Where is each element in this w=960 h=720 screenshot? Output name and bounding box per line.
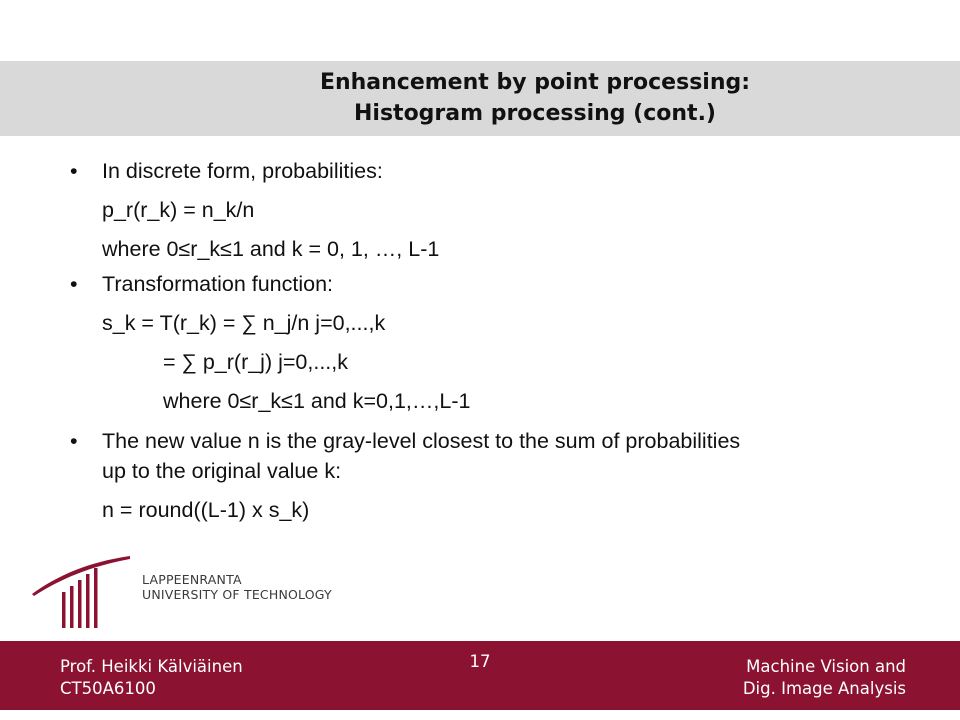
formula-transform: s_k = T(r_k) = ∑ n_j/n j=0,...,k: [102, 311, 386, 335]
formula-condition: where 0≤r_k≤1 and k = 0, 1, …, L-1: [102, 237, 440, 261]
logo-text-line-2: UNIVERSITY OF TECHNOLOGY: [142, 587, 332, 602]
formula-probability: p_r(r_k) = n_k/n: [102, 198, 255, 222]
footer-right: [743, 656, 906, 700]
logo-text-line-1: LAPPEENRANTA: [142, 572, 242, 587]
bullet-discrete-form: In discrete form, probabilities:: [102, 159, 383, 183]
slide-title: [180, 67, 890, 129]
university-emblem-icon: [30, 552, 140, 632]
title-line-1: Enhancement by point processing:: [319, 70, 751, 95]
title-line-2: Histogram processing (cont.): [354, 101, 716, 126]
page-number: 17: [469, 652, 491, 671]
university-logo: [30, 552, 332, 632]
bullet-marker: •: [70, 159, 78, 183]
bullet-marker: •: [70, 429, 78, 453]
formula-transform-condition: where 0≤r_k≤1 and k=0,1,…,L-1: [163, 389, 471, 413]
footer-course-line-1: Machine Vision and: [746, 657, 906, 676]
footer-course-code: CT50A6100: [60, 679, 156, 698]
slide-footer: [0, 641, 960, 710]
bullet-new-value: The new value n is the gray-level closest to the sum of probabilities: [102, 429, 741, 453]
footer-course-line-2: Dig. Image Analysis: [742, 679, 906, 698]
formula-transform-sum: = ∑ p_r(r_j) j=0,...,k: [163, 350, 348, 374]
footer-author: Prof. Heikki Kälviäinen: [60, 657, 243, 676]
bullet-new-value-cont: up to the original value k:: [102, 459, 342, 483]
formula-round: n = round((L-1) x s_k): [102, 498, 310, 522]
bullet-marker: •: [70, 272, 78, 296]
bullet-transformation: Transformation function:: [102, 272, 334, 296]
